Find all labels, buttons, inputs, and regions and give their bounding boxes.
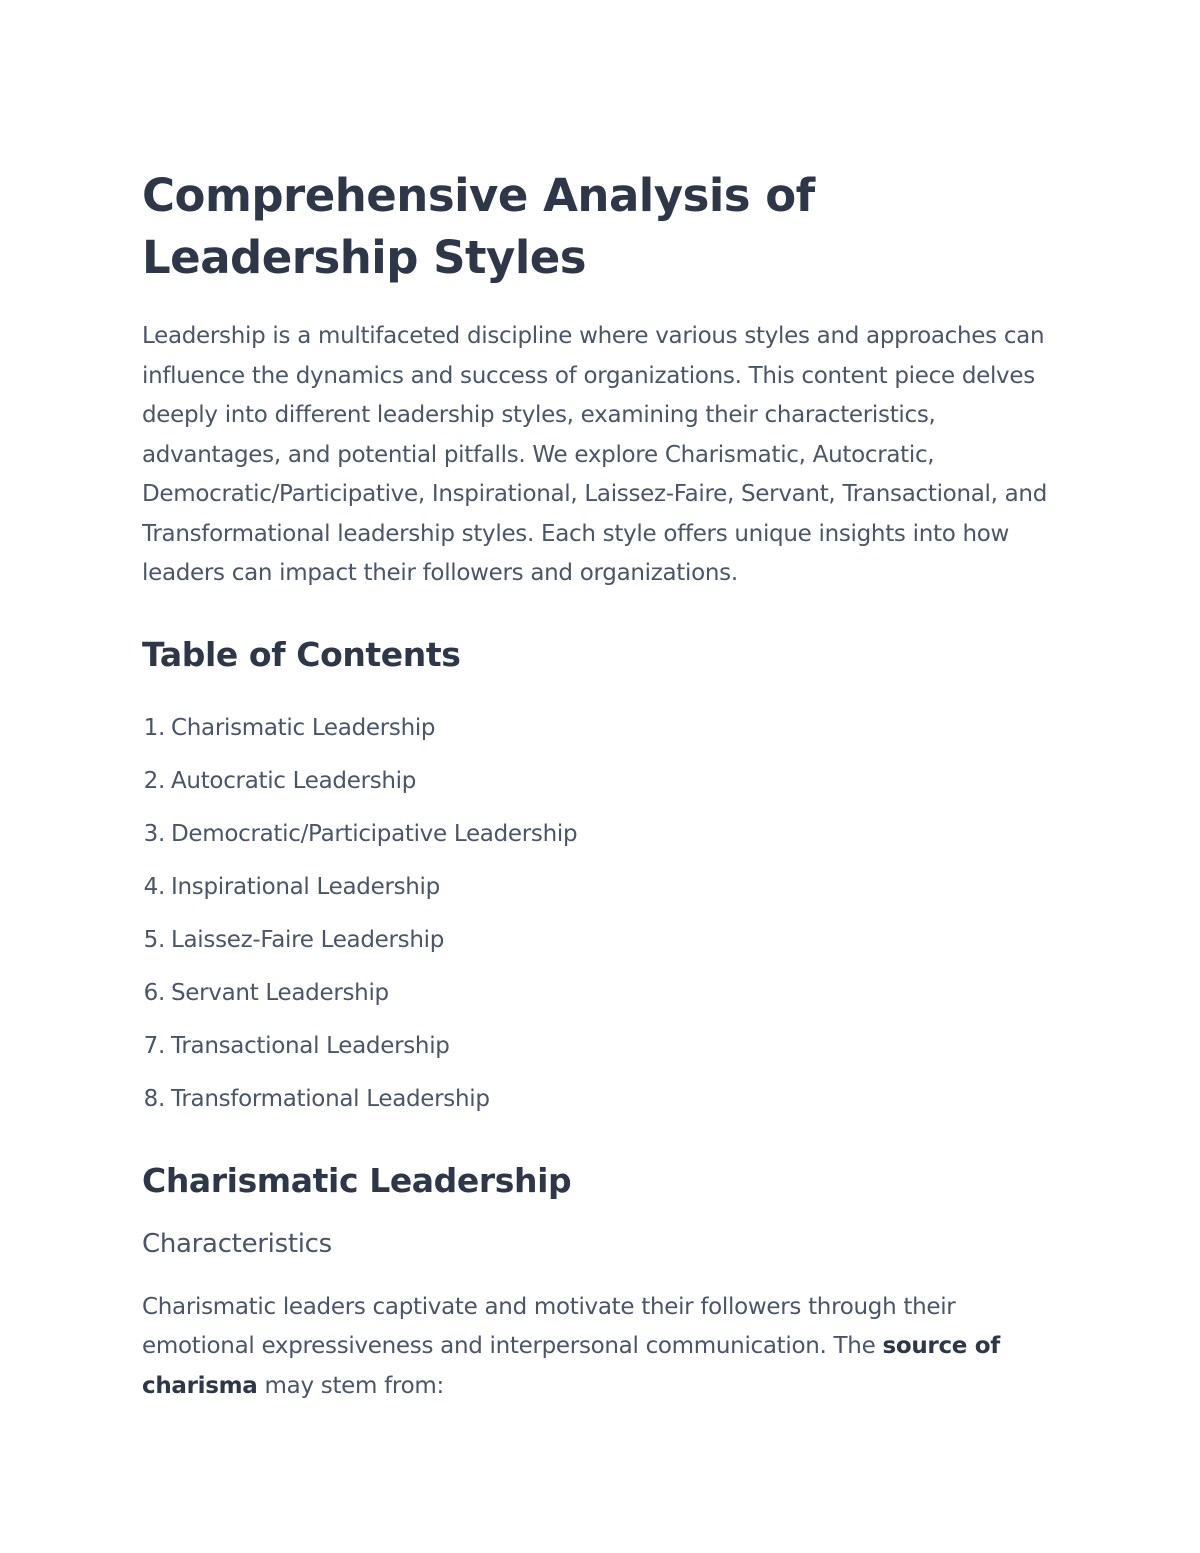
toc-item-label: Laissez-Faire Leadership xyxy=(171,926,445,953)
toc-item[interactable] xyxy=(142,1020,1060,1073)
intro-paragraph: Leadership is a multifaceted discipline where various styles and approaches can influence the dynamics and success of organizations. This content piece delves deeply into different leadership styles, examining their characteristics, advantages, and potential pitfalls. We explore Charismatic, Autocratic, Democratic/Participative, Inspirational, Laissez-Faire, Servant, Transactional, and Transformational leadership styles. Each style offers unique insights into how leaders can impact their followers and organizations. xyxy=(142,323,1047,586)
document-title: Comprehensive Analysis of Leadership Styles xyxy=(142,169,815,284)
toc-item[interactable] xyxy=(142,967,1060,1020)
section-heading-charismatic: Charismatic Leadership xyxy=(142,1160,572,1200)
toc-item-number: 8. xyxy=(143,1085,165,1112)
toc-item[interactable] xyxy=(142,808,1060,861)
toc-item-label: Democratic/Participative Leadership xyxy=(171,820,578,847)
toc-item-number: 7. xyxy=(143,1032,165,1059)
toc-item-label: Transformational Leadership xyxy=(171,1085,490,1112)
toc-heading: Table of Contents xyxy=(142,634,461,674)
toc-item-number: 4. xyxy=(143,873,165,900)
toc-item-number: 1. xyxy=(143,714,165,741)
toc-item-number: 5. xyxy=(143,926,165,953)
toc-item-label: Charismatic Leadership xyxy=(171,714,436,741)
subheading-characteristics: Characteristics xyxy=(142,1228,332,1259)
toc-item-number: 3. xyxy=(143,820,165,847)
toc-item-number: 6. xyxy=(143,979,165,1006)
toc-item-label: Inspirational Leadership xyxy=(171,873,440,900)
characteristics-paragraph xyxy=(142,1288,1060,1407)
bold-phrase: source of charisma xyxy=(142,1333,1001,1399)
toc-item[interactable] xyxy=(142,1073,1060,1126)
toc-item-number: 2. xyxy=(143,767,165,794)
toc-item-label: Servant Leadership xyxy=(171,979,389,1006)
toc-item[interactable] xyxy=(142,914,1060,967)
paragraph-text-start: Charismatic leaders captivate and motivate their followers through their emotional expressiveness and interpersonal communication. The xyxy=(142,1293,956,1359)
toc-item-label: Transactional Leadership xyxy=(171,1032,450,1059)
paragraph-text-end: may stem from: xyxy=(257,1372,444,1399)
toc-item[interactable] xyxy=(142,755,1060,808)
toc-item-label: Autocratic Leadership xyxy=(171,767,417,794)
toc-item[interactable] xyxy=(142,702,1060,755)
toc-item[interactable] xyxy=(142,861,1060,914)
table-of-contents xyxy=(142,702,1060,1126)
